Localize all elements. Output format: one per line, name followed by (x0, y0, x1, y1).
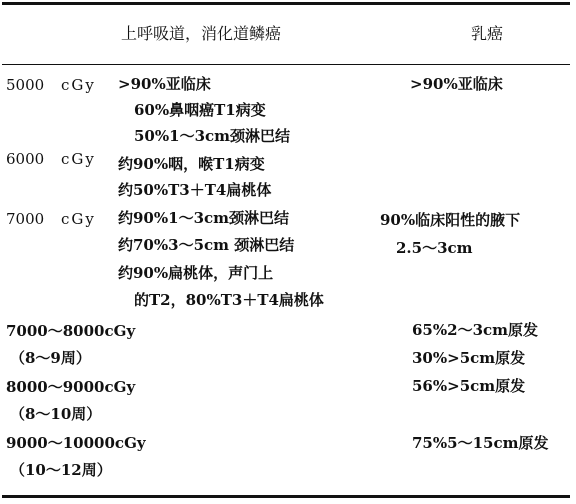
breast-5000-line-1: >90%亚临床 (410, 75, 503, 93)
dose-5000: 5000 (6, 76, 45, 94)
header-head-neck-column: 上呼吸道，消化道鳞癌 (121, 24, 282, 43)
dose-7000: 7000 (6, 210, 45, 228)
weeks-9000-10000: （10～12周） (10, 461, 112, 479)
dose-9000-10000: 9000～10000cGy (6, 434, 146, 452)
head-neck-6000-line-1: 约90%咽，喉T1病变 (118, 155, 265, 173)
dose-unit-5000: cGy (61, 76, 96, 94)
head-neck-7000-line-2: 约70%3～5cm 颈淋巴结 (118, 236, 295, 254)
header-breast-column: 乳癌 (471, 24, 504, 43)
table-header-rule (2, 64, 570, 65)
dose-unit-6000: cGy (61, 150, 96, 168)
table-top-rule (2, 2, 570, 5)
head-neck-5000-line-2: 60%鼻咽癌T1病变 (134, 101, 266, 119)
breast-7000-8000-line-2: 30%>5cm原发 (412, 349, 526, 367)
breast-7000-line-1: 90%临床阳性的腋下 (380, 211, 521, 229)
weeks-7000-8000: （8～9周） (10, 349, 91, 367)
head-neck-7000-line-3: 约90%扁桃体，声门上 (118, 264, 274, 282)
dose-8000-9000: 8000～9000cGy (6, 378, 136, 396)
dose-unit-7000: cGy (61, 210, 96, 228)
breast-8000-9000-line-1: 56%>5cm原发 (412, 377, 526, 395)
breast-7000-line-2: 2.5～3cm (396, 239, 473, 257)
head-neck-7000-line-1: 约90%1～3cm颈淋巴结 (118, 209, 290, 227)
head-neck-6000-line-2: 约50%T3＋T4扁桃体 (118, 181, 272, 199)
table-bottom-rule (2, 495, 570, 498)
dose-7000-8000: 7000～8000cGy (6, 322, 136, 340)
breast-7000-8000-line-1: 65%2～3cm原发 (412, 321, 539, 339)
dose-6000: 6000 (6, 150, 45, 168)
weeks-8000-9000: （8～10周） (10, 405, 102, 423)
head-neck-7000-line-4: 的T2，80%T3＋T4扁桃体 (134, 291, 324, 309)
breast-9000-10000-line-1: 75%5～15cm原发 (412, 434, 549, 452)
head-neck-5000-line-3: 50%1～3cm颈淋巴结 (134, 127, 291, 145)
head-neck-5000-line-1: >90%亚临床 (118, 75, 211, 93)
